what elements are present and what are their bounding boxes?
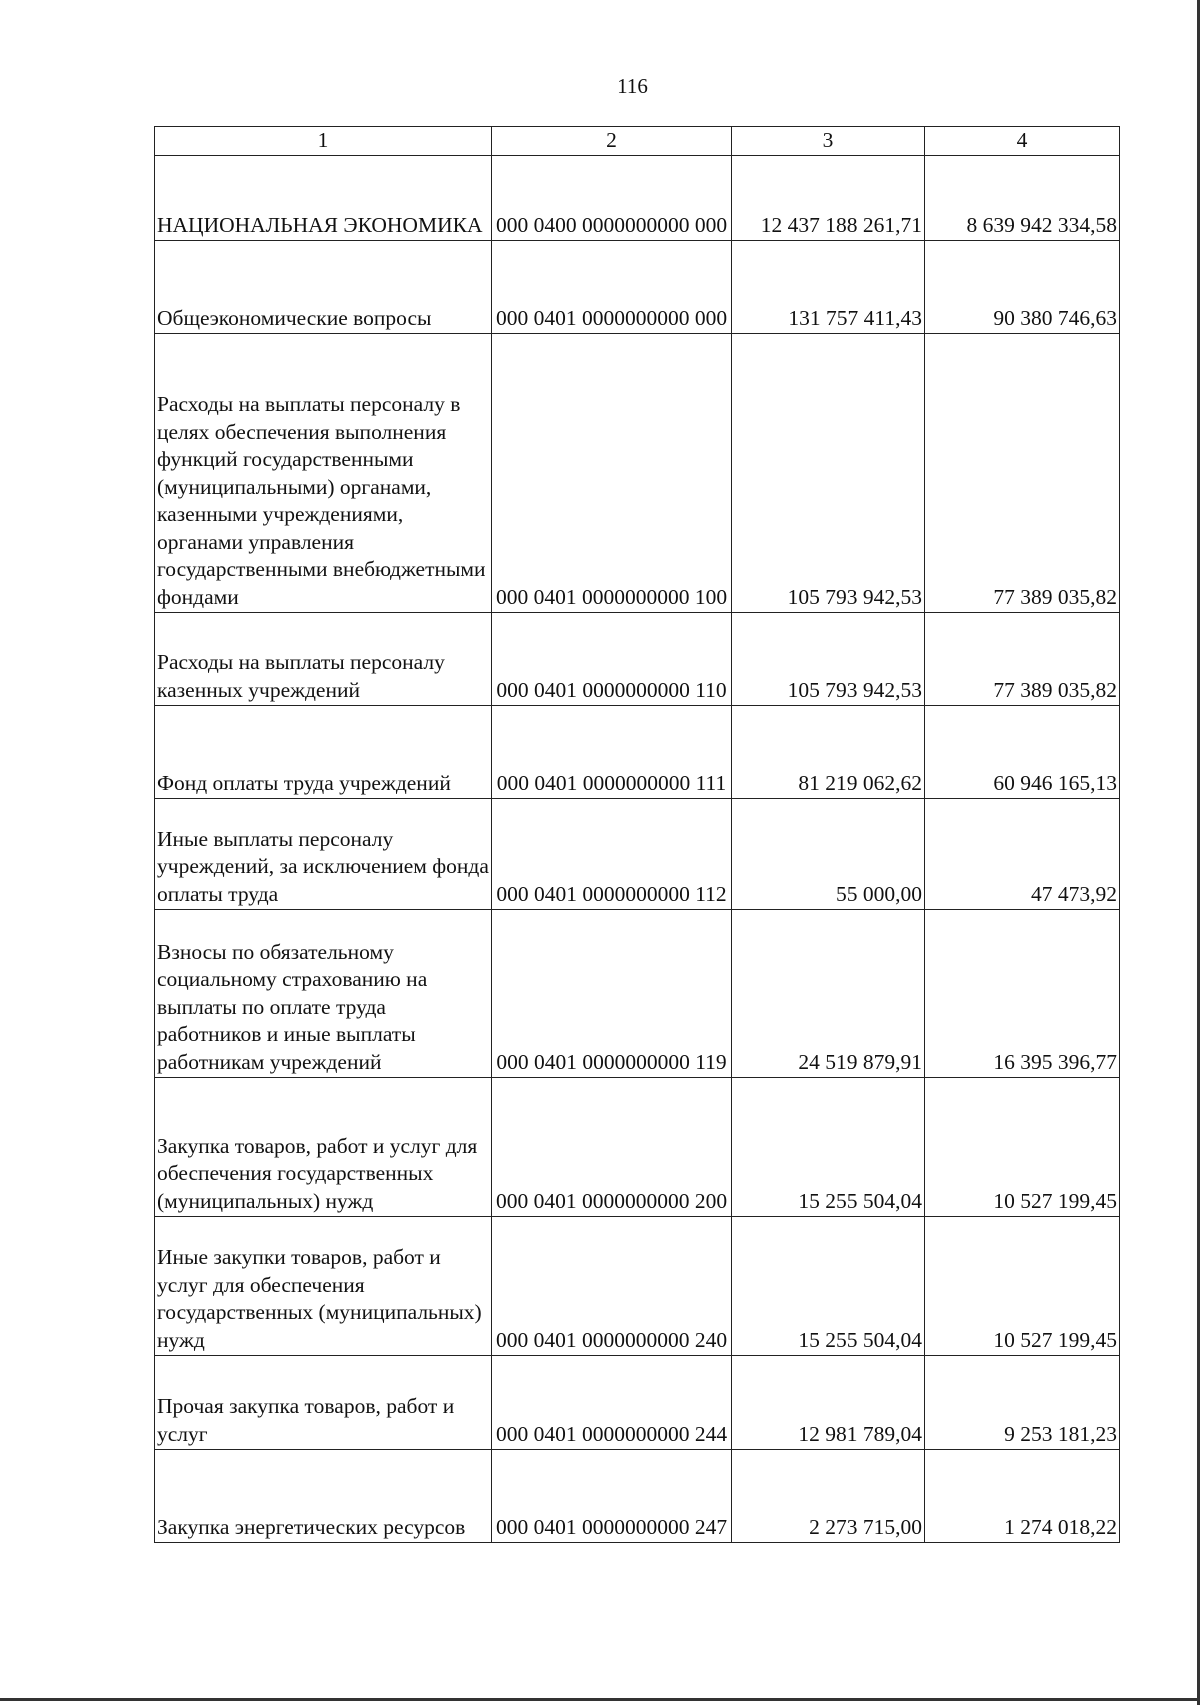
row-value-col3: 15 255 504,04 [732,1078,925,1217]
row-value-col4: 10 527 199,45 [925,1217,1120,1356]
table-row [155,613,1120,706]
row-value-col4: 60 946 165,13 [925,706,1120,799]
row-value-col3: 105 793 942,53 [732,613,925,706]
table-row [155,1078,1120,1217]
row-value-col4: 10 527 199,45 [925,1078,1120,1217]
row-name: Взносы по обязательному социальному страхованию на выплаты по оплате труда работников и иные выплаты работникам учреждений [155,910,492,1078]
row-value-col3: 12 437 188 261,71 [732,156,925,241]
row-value-col4: 8 639 942 334,58 [925,156,1120,241]
table-row [155,334,1120,613]
row-code: 000 0401 0000000000 244 [492,1356,732,1450]
table-row [155,799,1120,910]
row-name: НАЦИОНАЛЬНАЯ ЭКОНОМИКА [155,156,492,241]
row-name: Закупка энергетических ресурсов [155,1450,492,1543]
row-value-col3: 15 255 504,04 [732,1217,925,1356]
row-code: 000 0401 0000000000 112 [492,799,732,910]
column-header-1: 1 [155,127,492,156]
row-name: Иные выплаты персоналу учреждений, за исключением фонда оплаты труда [155,799,492,910]
row-code: 000 0401 0000000000 110 [492,613,732,706]
row-value-col3: 12 981 789,04 [732,1356,925,1450]
table-row [155,1217,1120,1356]
row-code: 000 0401 0000000000 247 [492,1450,732,1543]
row-value-col4: 77 389 035,82 [925,334,1120,613]
table-row [155,910,1120,1078]
page-number: 116 [617,74,648,98]
column-header-2: 2 [492,127,732,156]
row-name: Закупка товаров, работ и услуг для обеспечения государственных (муниципальных) нужд [155,1078,492,1217]
row-value-col4: 90 380 746,63 [925,241,1120,334]
row-code: 000 0401 0000000000 240 [492,1217,732,1356]
table-row [155,156,1120,241]
column-header-4: 4 [925,127,1120,156]
row-value-col4: 47 473,92 [925,799,1120,910]
row-name: Иные закупки товаров, работ и услуг для обеспечения государственных (муниципальных) нужд [155,1217,492,1356]
row-code: 000 0401 0000000000 111 [492,706,732,799]
row-value-col3: 105 793 942,53 [732,334,925,613]
row-value-col3: 131 757 411,43 [732,241,925,334]
row-name: Расходы на выплаты персоналу казенных учреждений [155,613,492,706]
row-code: 000 0401 0000000000 000 [492,241,732,334]
row-name: Расходы на выплаты персоналу в целях обеспечения выполнения функций государственными (муниципальными) органами, казенными учреждениями, органами управления государственными внебюджетными фондами [155,334,492,613]
table-row [155,1450,1120,1543]
row-value-col3: 81 219 062,62 [732,706,925,799]
table-row [155,1356,1120,1450]
budget-table [154,126,1120,1543]
row-name: Прочая закупка товаров, работ и услуг [155,1356,492,1450]
row-name: Фонд оплаты труда учреждений [155,706,492,799]
row-name: Общеэкономические вопросы [155,241,492,334]
row-value-col4: 9 253 181,23 [925,1356,1120,1450]
row-code: 000 0401 0000000000 100 [492,334,732,613]
row-value-col4: 16 395 396,77 [925,910,1120,1078]
table-row [155,241,1120,334]
row-value-col4: 1 274 018,22 [925,1450,1120,1543]
row-value-col3: 55 000,00 [732,799,925,910]
row-value-col3: 2 273 715,00 [732,1450,925,1543]
row-code: 000 0401 0000000000 200 [492,1078,732,1217]
column-header-3: 3 [732,127,925,156]
row-code: 000 0400 0000000000 000 [492,156,732,241]
row-value-col3: 24 519 879,91 [732,910,925,1078]
row-code: 000 0401 0000000000 119 [492,910,732,1078]
table-header-row [155,127,1120,156]
row-value-col4: 77 389 035,82 [925,613,1120,706]
scan-frame-bottom [0,1698,1200,1701]
table-row [155,706,1120,799]
